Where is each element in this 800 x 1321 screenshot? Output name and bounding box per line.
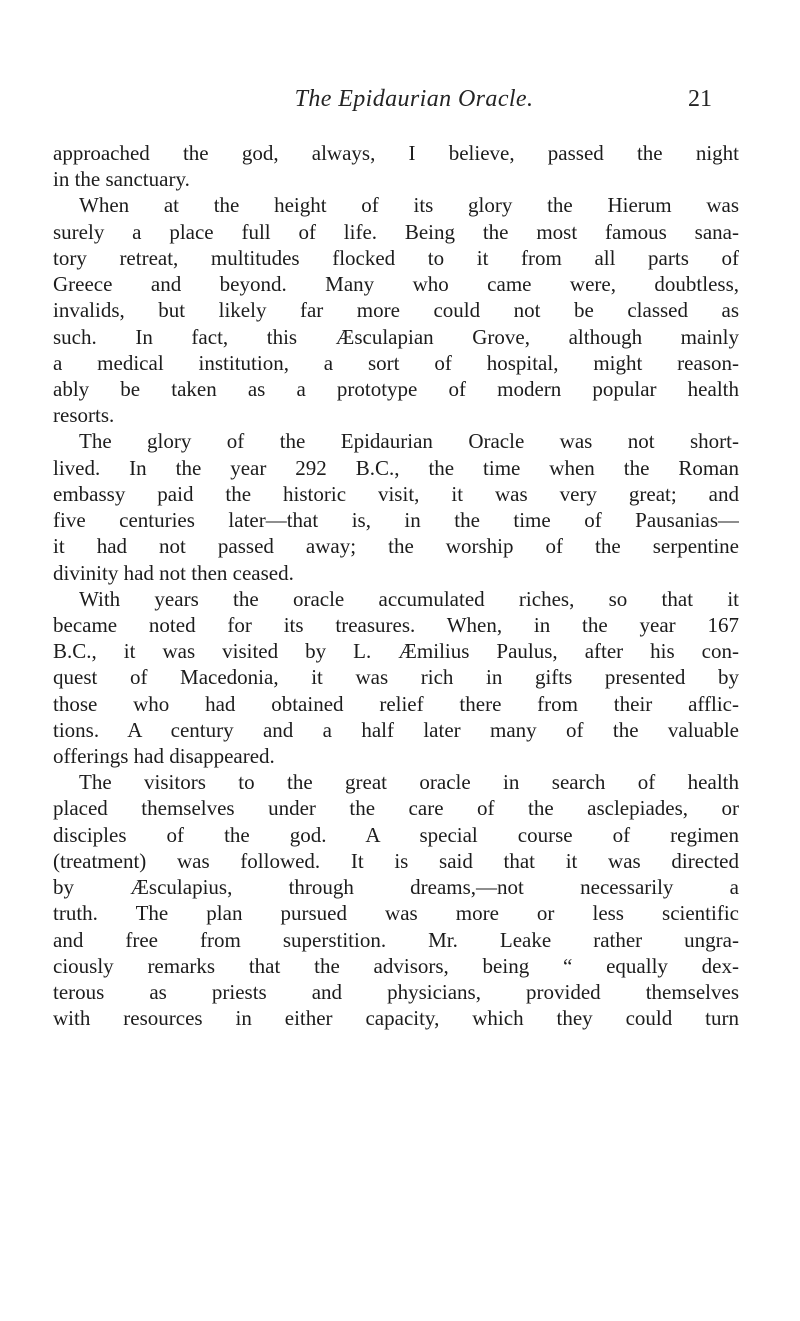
text-line: ciously remarks that the advisors, being “ equally dex- xyxy=(53,953,739,978)
text-line: by Æsculapius, through dreams,—not necessarily a xyxy=(53,875,739,900)
text-line: The visitors to the great oracle in search of health xyxy=(79,770,739,795)
text-line: (treatment) was followed. It is said that it was directed xyxy=(53,848,739,873)
text-line: embassy paid the historic visit, it was very great; and xyxy=(53,481,739,506)
running-header xyxy=(0,86,800,116)
text-line: lived. In the year 292 B.C., the time when the Roman xyxy=(53,455,739,480)
running-title: The Epidaurian Oracle. xyxy=(294,86,534,112)
text-line: approached the god, always, I believe, passed the night xyxy=(53,141,739,165)
text-line: truth. The plan pursued was more or less scientific xyxy=(53,901,739,926)
text-line: ably be taken as a prototype of modern popular health xyxy=(53,376,739,401)
text-line: offerings had disappeared. xyxy=(53,744,275,769)
text-line: Greece and beyond. Many who came were, doubtless, xyxy=(53,272,739,297)
text-line: with resources in either capacity, which they could turn xyxy=(53,1006,739,1031)
text-line: terous as priests and physicians, provided themselves xyxy=(53,980,739,1004)
text-line: those who had obtained relief there from their afflic- xyxy=(53,691,739,716)
text-line: invalids, but likely far more could not be classed as xyxy=(53,298,739,323)
text-line: placed themselves under the care of the asclepiades, or xyxy=(53,796,739,821)
text-line: resorts. xyxy=(53,403,115,428)
text-line: tions. A century and a half later many of the valuable xyxy=(53,717,739,742)
text-line: The glory of the Epidaurian Oracle was not short- xyxy=(79,429,739,454)
text-line: a medical institution, a sort of hospital, might reason- xyxy=(53,350,739,375)
text-line: it had not passed away; the worship of the serpentine xyxy=(53,534,739,559)
text-line: With years the oracle accumulated riches, so that it xyxy=(79,586,739,611)
text-line: tory retreat, multitudes flocked to it from all parts of xyxy=(53,245,739,270)
text-line: disciples of the god. A special course of regimen xyxy=(53,822,739,847)
text-line: became noted for its treasures. When, in the year 167 xyxy=(53,612,739,637)
page-number: 21 xyxy=(688,86,712,112)
text-line: such. In fact, this Æsculapian Grove, although mainly xyxy=(53,324,739,349)
text-line: five centuries later—that is, in the time of Pausanias— xyxy=(53,508,739,533)
body-text xyxy=(53,140,739,1031)
text-line: When at the height of its glory the Hierum was xyxy=(79,193,739,218)
text-line: in the sanctuary. xyxy=(53,167,190,192)
text-line: divinity had not then ceased. xyxy=(53,560,294,585)
text-line: quest of Macedonia, it was rich in gifts presented by xyxy=(53,665,739,690)
text-line: B.C., it was visited by L. Æmilius Paulus, after his con- xyxy=(53,639,739,664)
text-line: and free from superstition. Mr. Leake rather ungra- xyxy=(53,927,739,952)
text-line: surely a place full of life. Being the most famous sana- xyxy=(53,219,739,244)
